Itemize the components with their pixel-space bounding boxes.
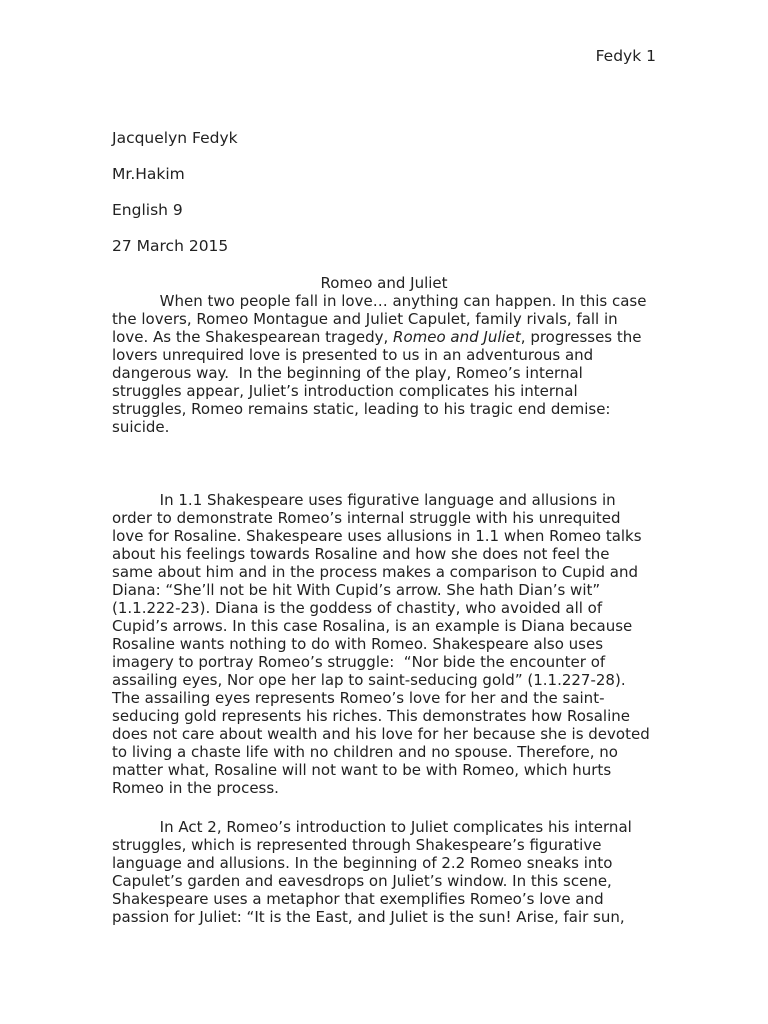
paragraph-line: struggles, which is represented through Shakespeare’s figurative: [112, 836, 602, 854]
paragraph-line: Romeo in the process.: [112, 779, 279, 797]
paragraph-line: about his feelings towards Rosaline and how she does not feel the: [112, 545, 610, 563]
body-paragraph-1: [112, 491, 660, 797]
paragraph-line: suicide.: [112, 418, 170, 436]
paragraph-line: order to demonstrate Romeo’s internal struggle with his unrequited: [112, 509, 621, 527]
paragraph-line: passion for Juliet: “It is the East, and Juliet is the sun! Arise, fair sun,: [112, 908, 625, 926]
paragraph-line: Rosaline wants nothing to do with Romeo. Shakespeare also uses: [112, 635, 604, 653]
italic-play-title: Romeo and Juliet: [393, 328, 521, 346]
paragraph-line: struggles, Romeo remains static, leading to his tragic end demise:: [112, 400, 611, 418]
date: 27 March 2015: [112, 237, 229, 255]
text-run: , progresses the: [520, 328, 642, 346]
paragraph-line: Shakespeare uses a metaphor that exemplifies Romeo’s love and: [112, 890, 604, 908]
paragraph-line: love for Rosaline. Shakespeare uses allusions in 1.1 when Romeo talks: [112, 527, 642, 545]
teacher-name: Mr.Hakim: [112, 165, 185, 183]
paragraph-line: The assailing eyes represents Romeo’s love for her and the saint-: [112, 689, 605, 707]
paragraph-line: struggles appear, Juliet’s introduction complicates his internal: [112, 382, 578, 400]
text-run: love. As the Shakespearean tragedy,: [112, 328, 394, 346]
paragraph-line: In Act 2, Romeo’s introduction to Juliet complicates his internal: [112, 818, 632, 836]
paragraph-line: dangerous way. In the beginning of the play, Romeo’s internal: [112, 364, 583, 382]
heading-block: [112, 128, 238, 272]
paragraph-line: lovers unrequired love is presented to us in an adventurous and: [112, 346, 594, 364]
paragraph-line: Diana: “She’ll not be hit With Cupid’s arrow. She hath Dian’s wit”: [112, 581, 601, 599]
essay-title: Romeo and Juliet: [320, 274, 448, 292]
paragraph-line: imagery to portray Romeo’s struggle: “Nor bide the encounter of: [112, 653, 606, 671]
paragraph-line: [112, 328, 660, 346]
paragraph-line: language and allusions. In the beginning of 2.2 Romeo sneaks into: [112, 854, 613, 872]
paragraph-line: seducing gold represents his riches. This demonstrates how Rosaline: [112, 707, 630, 725]
paragraph-line: does not care about wealth and his love for her because she is devoted: [112, 725, 650, 743]
paragraph-line: (1.1.222-23). Diana is the goddess of chastity, who avoided all of: [112, 599, 603, 617]
running-header-page-number: Fedyk 1: [595, 47, 656, 65]
paragraph-line: Capulet’s garden and eavesdrops on Juliet’s window. In this scene,: [112, 872, 612, 890]
paragraph-line: When two people fall in love… anything can happen. In this case: [112, 292, 647, 310]
paragraph-line: matter what, Rosaline will not want to be with Romeo, which hurts: [112, 761, 612, 779]
paragraph-line: Cupid’s arrows. In this case Rosalina, is an example is Diana because: [112, 617, 633, 635]
intro-paragraph: [112, 292, 660, 436]
body-paragraph-2: [112, 818, 660, 926]
course-name: English 9: [112, 201, 183, 219]
author-name: Jacquelyn Fedyk: [112, 129, 238, 147]
paragraph-line: same about him and in the process makes a comparison to Cupid and: [112, 563, 639, 581]
paragraph-line: assailing eyes, Nor ope her lap to saint-seducing gold” (1.1.227-28).: [112, 671, 626, 689]
paragraph-line: In 1.1 Shakespeare uses figurative language and allusions in: [112, 491, 616, 509]
paragraph-line: the lovers, Romeo Montague and Juliet Capulet, family rivals, fall in: [112, 310, 618, 328]
paragraph-line: to living a chaste life with no children and no spouse. Therefore, no: [112, 743, 618, 761]
